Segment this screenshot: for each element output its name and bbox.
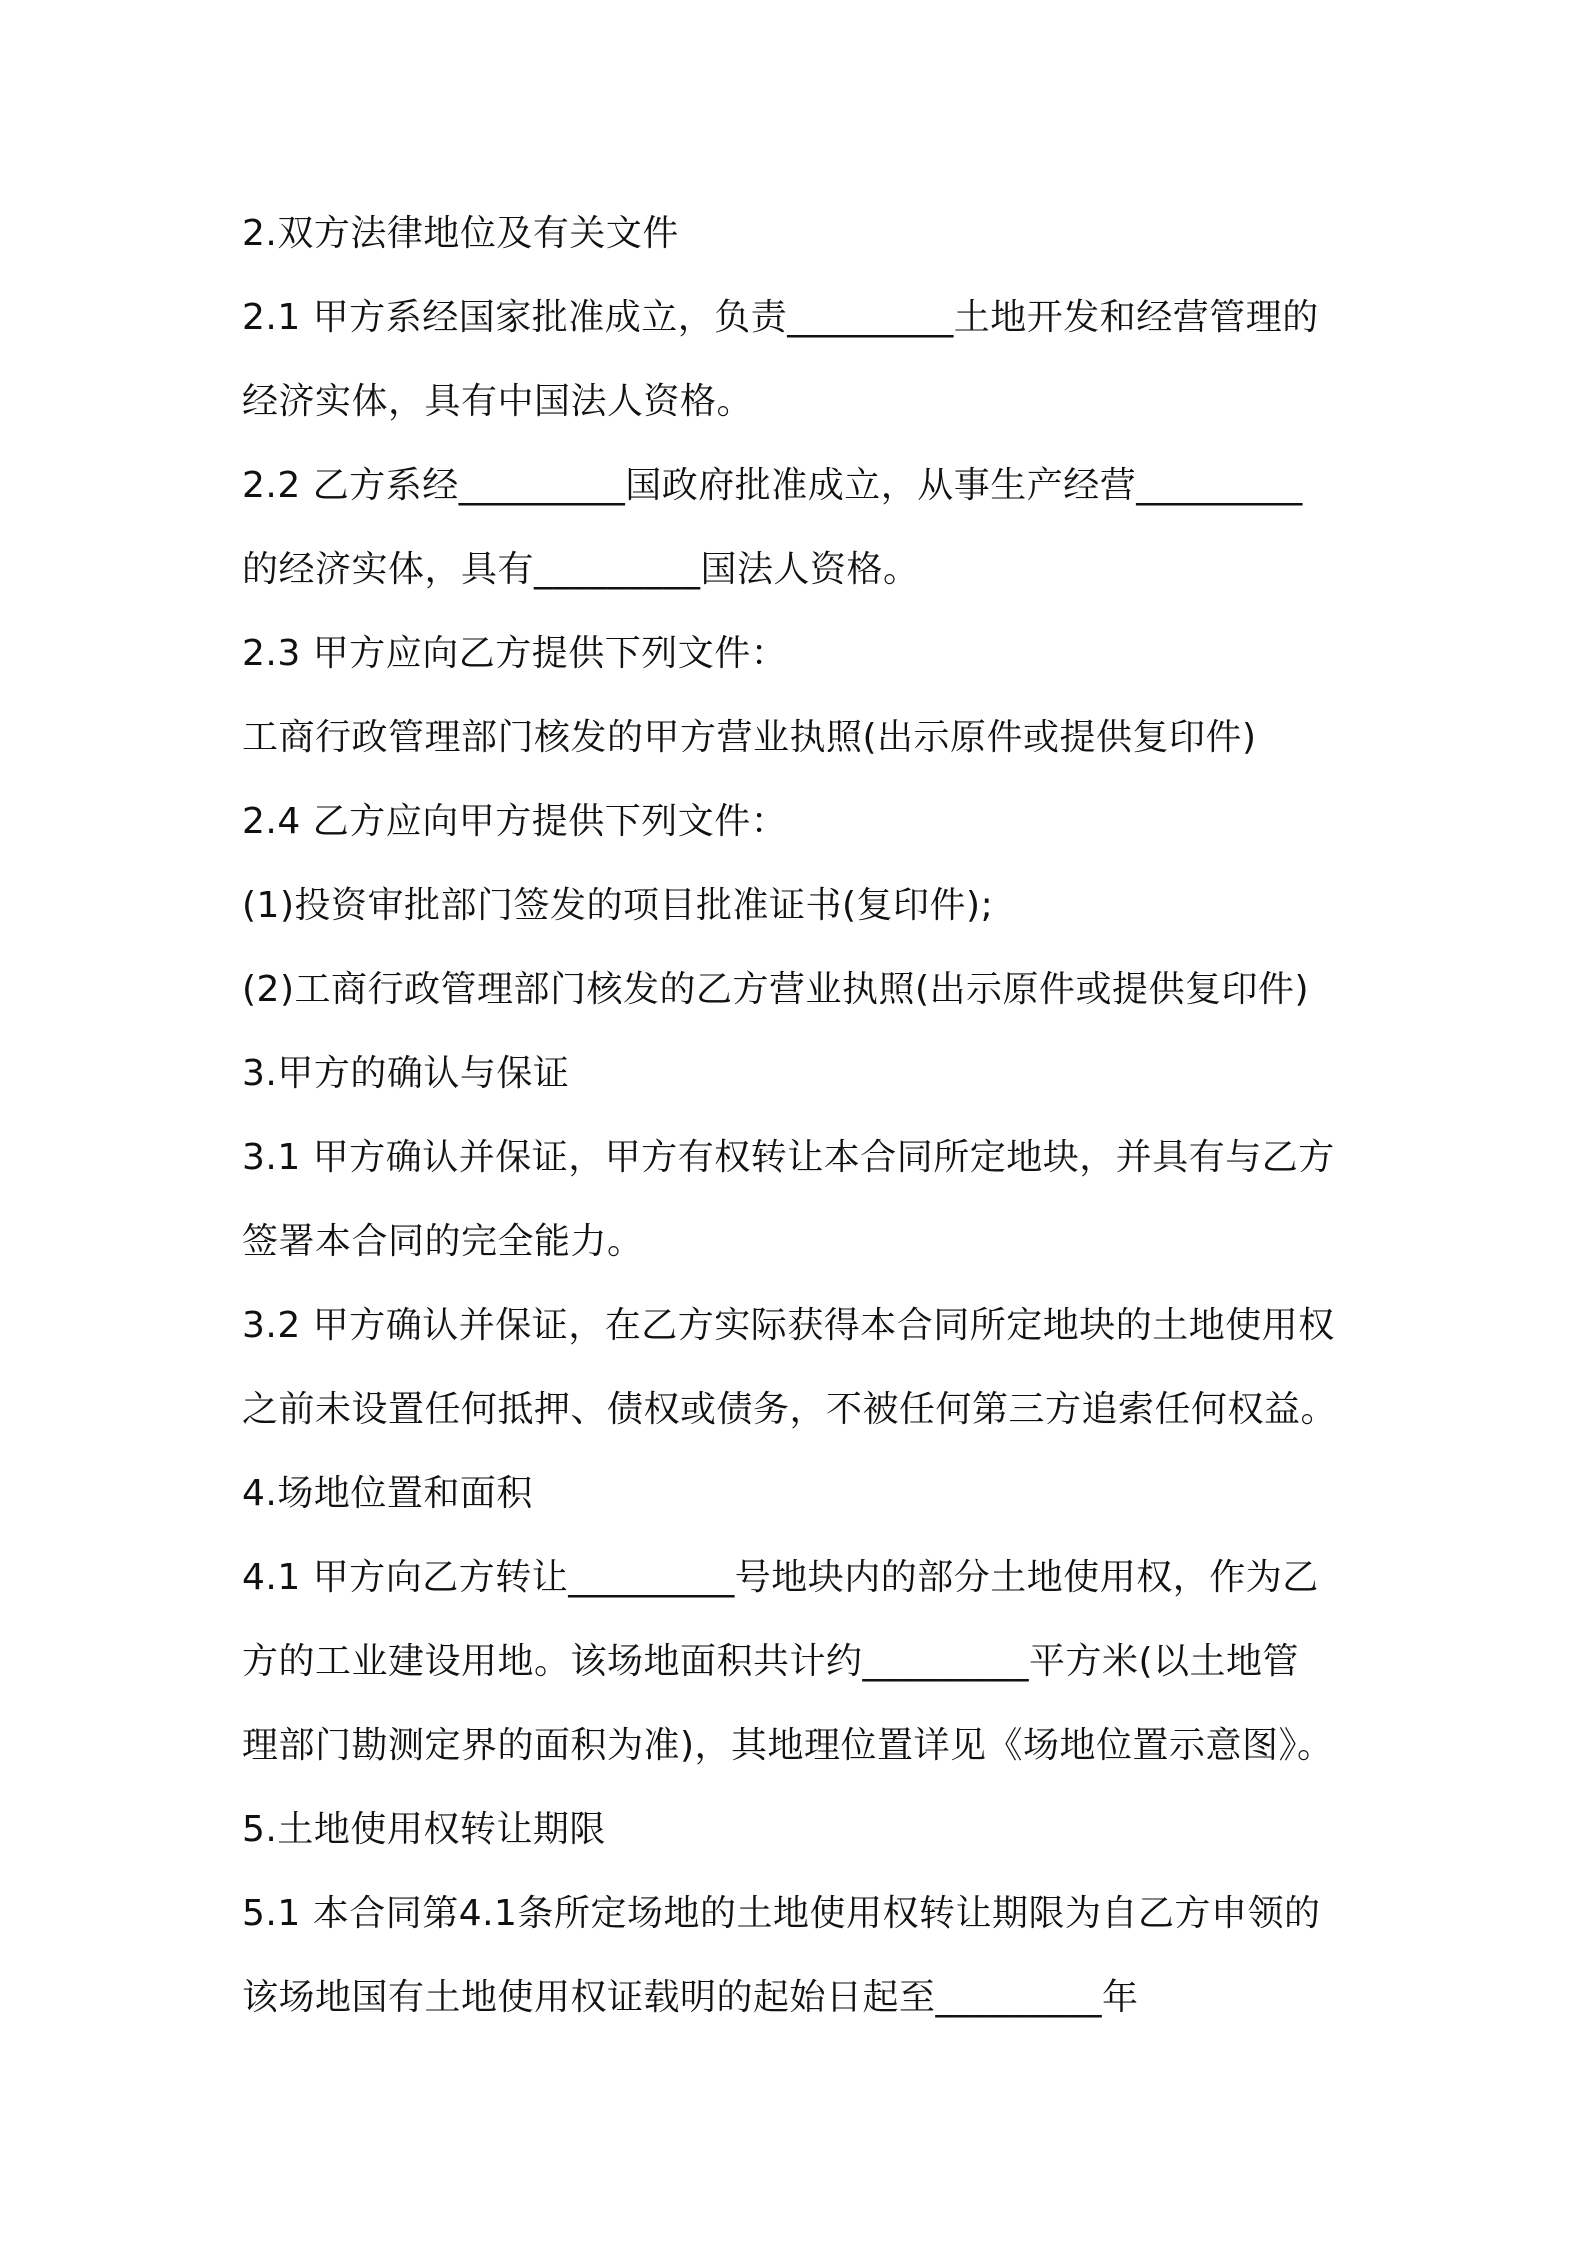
clause-2-3: 2.3 甲方应向乙方提供下列文件： <box>242 633 788 674</box>
clause-3-1-line-1: 3.1 甲方确认并保证，甲方有权转让本合同所定地块，并具有与乙方 <box>242 1137 1335 1178</box>
heading-section-2: 2.双方法律地位及有关文件 <box>242 213 679 254</box>
clause-2-2-line-1: 2.2 乙方系经_________国政府批准成立，从事生产经营_________ <box>242 465 1303 506</box>
clause-5-1-line-2: 该场地国有土地使用权证载明的起始日起至_________年 <box>242 1977 1139 2018</box>
clause-2-4-item-2: (2)工商行政管理部门核发的乙方营业执照(出示原件或提供复印件) <box>242 969 1310 1010</box>
clause-2-4-item-1: (1)投资审批部门签发的项目批准证书(复印件); <box>242 885 994 926</box>
document-body <box>242 192 1362 2040</box>
heading-section-5: 5.土地使用权转让期限 <box>242 1809 606 1850</box>
clause-2-4: 2.4 乙方应向甲方提供下列文件： <box>242 801 788 842</box>
clause-2-2-line-2: 的经济实体，具有_________国法人资格。 <box>242 549 920 590</box>
clause-2-1-line-2: 经济实体，具有中国法人资格。 <box>242 381 754 422</box>
clause-3-2-line-2: 之前未设置任何抵押、债权或债务，不被任何第三方追索任何权益。 <box>242 1389 1338 1430</box>
clause-4-1-line-1: 4.1 甲方向乙方转让_________号地块内的部分土地使用权，作为乙 <box>242 1557 1319 1598</box>
clause-4-1-line-2: 方的工业建设用地。该场地面积共计约_________平方米(以土地管 <box>242 1641 1300 1682</box>
heading-section-3: 3.甲方的确认与保证 <box>242 1053 570 1094</box>
clause-4-1-line-3: 理部门勘测定界的面积为准)，其地理位置详见《场地位置示意图》。 <box>242 1725 1334 1766</box>
clause-2-1-line-1: 2.1 甲方系经国家批准成立，负责_________土地开发和经营管理的 <box>242 297 1319 338</box>
clause-5-1-line-1: 5.1 本合同第4.1条所定场地的土地使用权转让期限为自乙方申领的 <box>242 1893 1321 1934</box>
clause-3-2-line-1: 3.2 甲方确认并保证，在乙方实际获得本合同所定地块的土地使用权 <box>242 1305 1335 1346</box>
clause-3-1-line-2: 签署本合同的完全能力。 <box>242 1221 644 1262</box>
clause-2-3-item: 工商行政管理部门核发的甲方营业执照(出示原件或提供复印件) <box>242 717 1257 758</box>
heading-section-4: 4.场地位置和面积 <box>242 1473 533 1514</box>
